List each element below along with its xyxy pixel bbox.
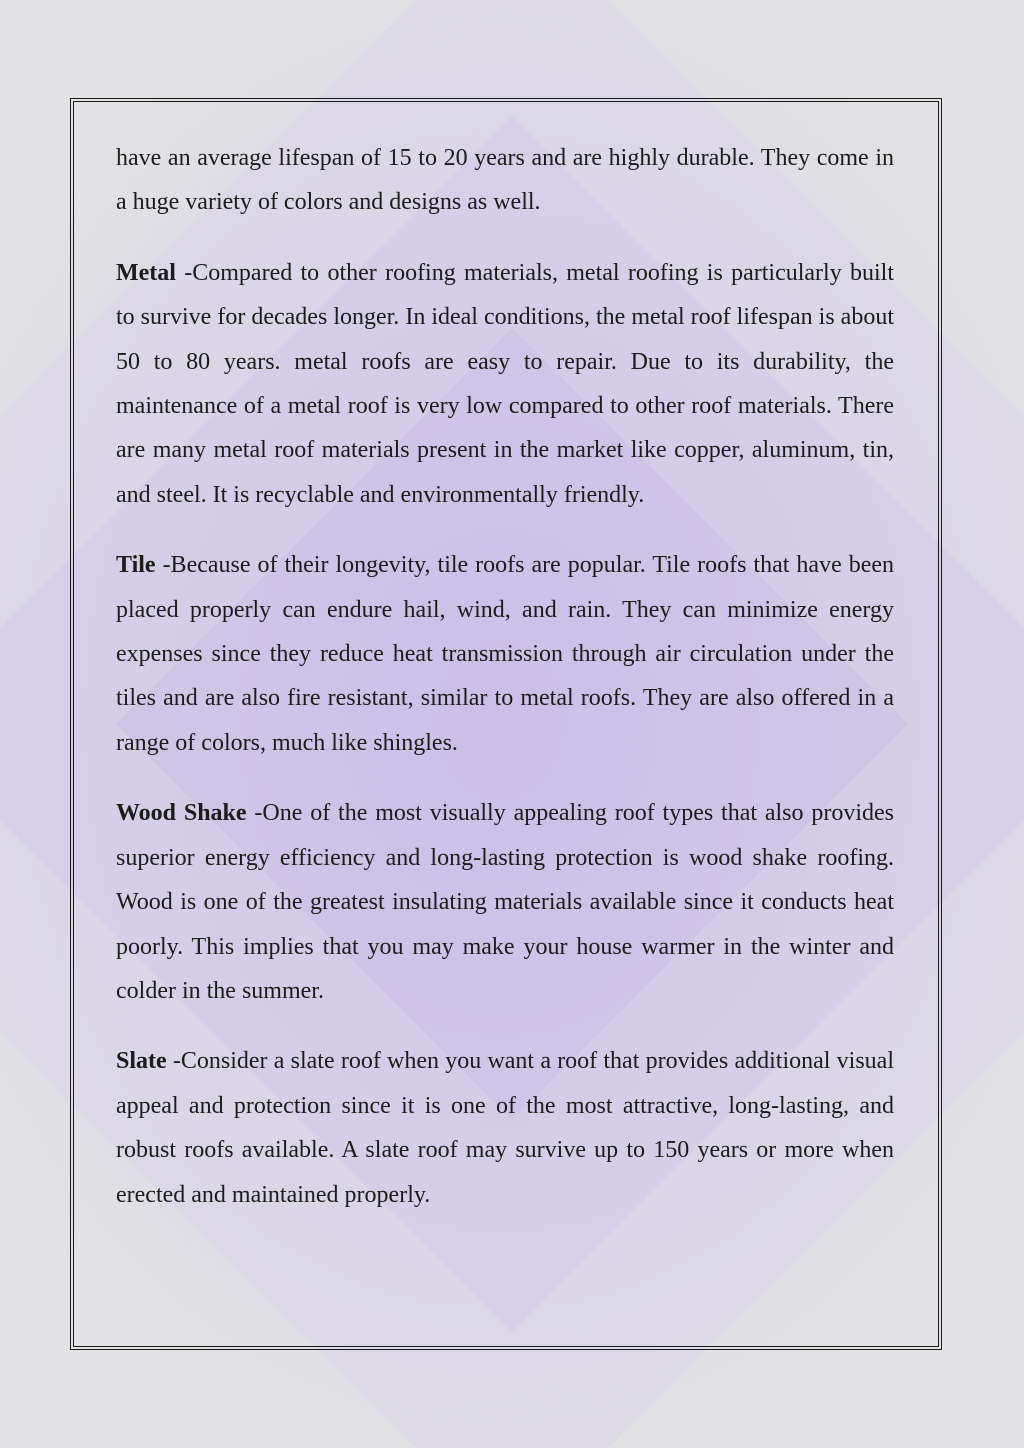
section-body-slate: -Consider a slate roof when you want a roof that provides additional visual appeal and protection since it is one of the most attractive, long-lasting, and robust roofs available. A slate roof may survive up to 150 years or more when erected and maintained properly. [116,1048,894,1208]
section-body-tile: -Because of their longevity, tile roofs are popular. Tile roofs that have been placed properly can endure hail, wind, and rain. They can minimize energy expenses since they reduce heat transmission through air circulation under the tiles and are also fire resistant, similar to metal roofs. They are also offered in a range of colors, much like shingles. [116,552,895,756]
section-wood-shake [116,791,894,1013]
section-heading-tile: Tile [116,552,156,579]
intro-paragraph: have an average lifespan of 15 to 20 years and are highly durable. They come in a huge variety of colors and designs as well. [116,145,894,216]
section-heading-wood-shake: Wood Shake [116,800,247,827]
section-heading-metal: Metal [116,259,176,286]
section-tile [116,543,894,765]
document-body [116,136,894,1243]
section-metal [116,251,894,517]
section-slate [116,1039,894,1217]
section-body-wood-shake: -One of the most visually appealing roof types that also provides superior energy efficiency and long-lasting protection is wood shake roofing. Wood is one of the greatest insulating materials available since it conducts heat poorly. This implies that you may make your house warmer in the winter and colder in the summer. [116,800,895,1004]
section-body-metal: -Compared to other roofing materials, metal roofing is particularly built to survive for decades longer. In ideal conditions, the metal roof lifespan is about 50 to 80 years. metal roofs are easy to repair. Due to its durability, the maintenance of a metal roof is very low compared to other roof materials. There are many metal roof materials present in the market like copper, aluminum, tin, and steel. It is recyclable and environmentally friendly. [116,259,894,508]
section-heading-slate: Slate [116,1048,167,1075]
